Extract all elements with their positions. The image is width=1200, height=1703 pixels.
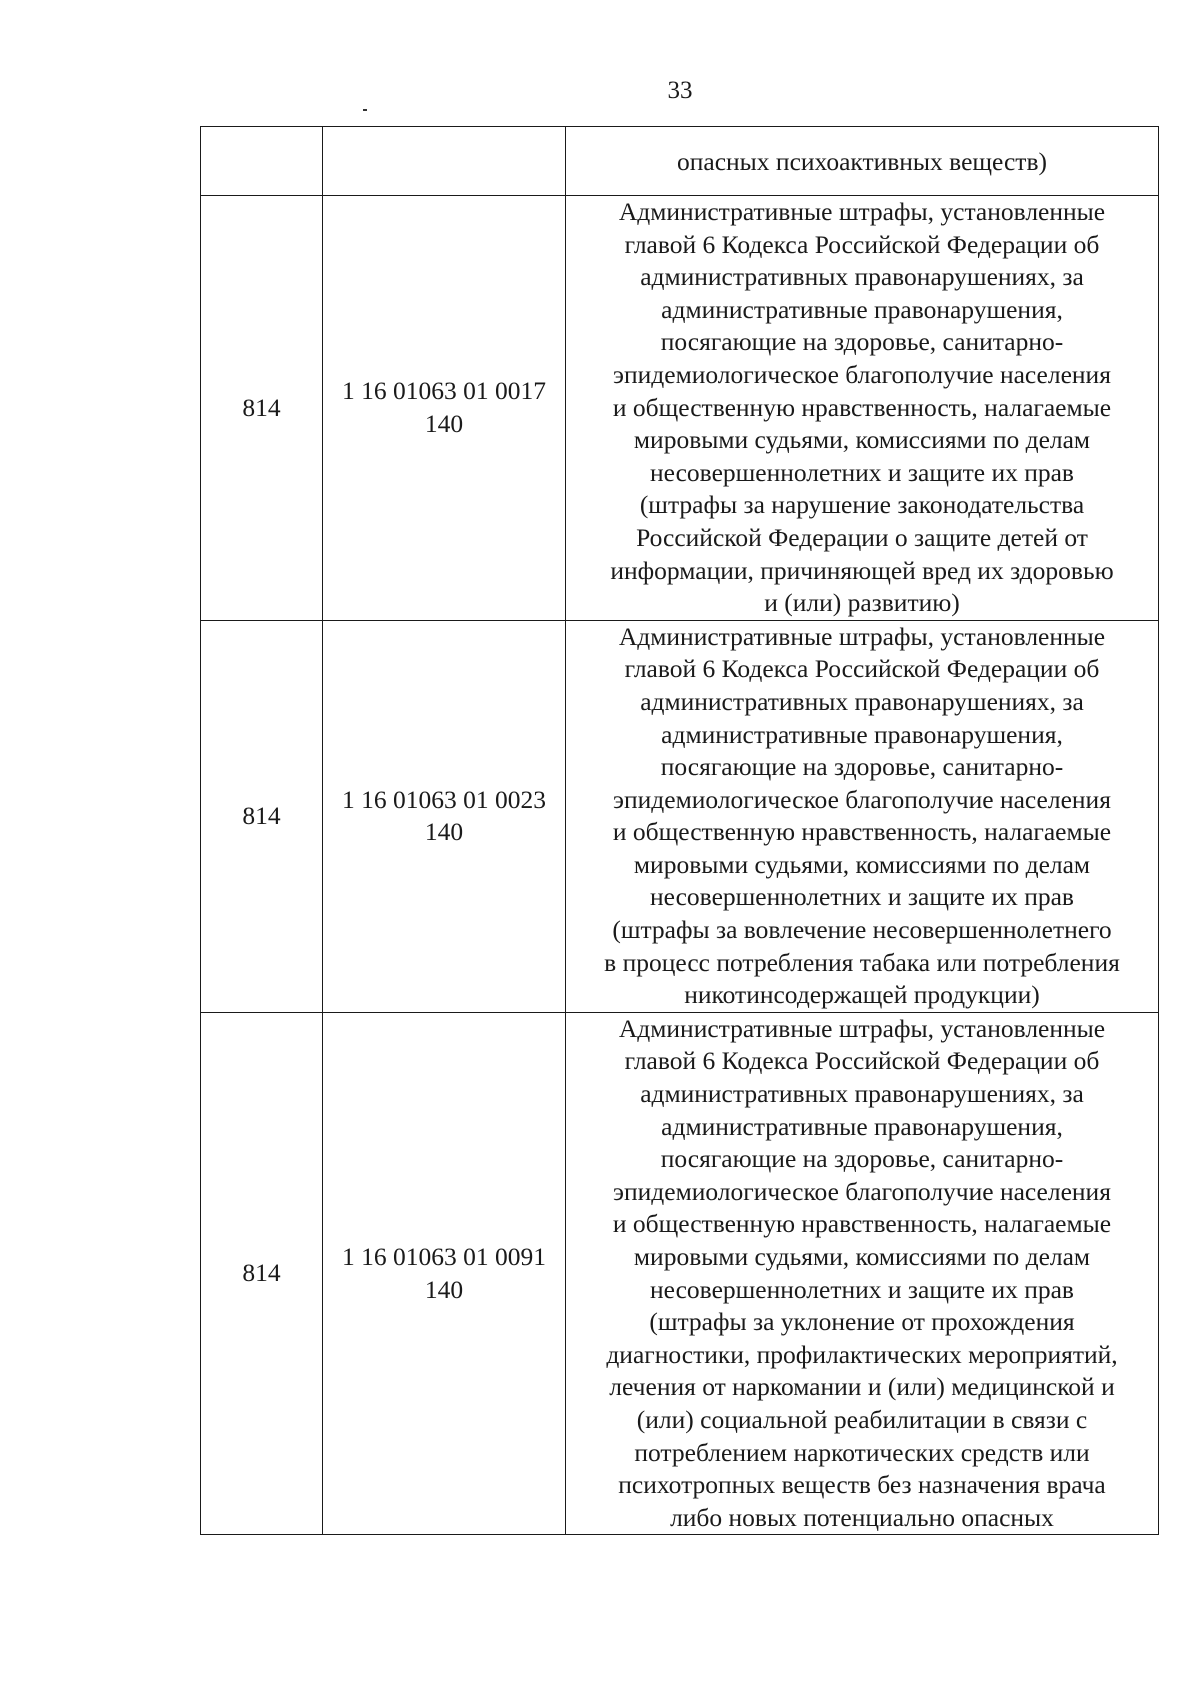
- admin-code: 814: [242, 392, 281, 422]
- description-line: информации, причиняющей вред их здоровью: [610, 555, 1114, 585]
- budget-code-cell: [323, 127, 566, 196]
- admin-code-cell: [201, 620, 323, 1012]
- description-line: и общественную нравственность, налагаемые: [612, 817, 1112, 847]
- table-row: [201, 620, 1159, 1012]
- description-line: главой 6 Кодекса Российской Федерации об: [624, 654, 1100, 684]
- budget-code-line2: 140: [424, 408, 464, 438]
- description-line: несовершеннолетних и защите их прав: [650, 1274, 1074, 1304]
- description-line: потреблением наркотических средств или: [634, 1437, 1090, 1467]
- admin-code-cell: [201, 127, 323, 196]
- description-line: никотинсодержащей продукции): [684, 980, 1040, 1010]
- description-cell: [566, 127, 1159, 196]
- description-line: Административные штрафы, установленные: [618, 197, 1106, 226]
- scan-artifact-mark: [363, 109, 367, 111]
- description-line: несовершеннолетних и защите их прав: [650, 882, 1074, 912]
- description-line: эпидемиологическое благополучие населения: [613, 1176, 1111, 1206]
- table-row: [201, 1012, 1159, 1535]
- description-line: административные правонарушения,: [661, 719, 1063, 749]
- description-line: и общественную нравственность, налагаемые: [612, 1209, 1112, 1239]
- budget-code-line2: 140: [424, 1274, 464, 1304]
- description-line: административные правонарушения,: [661, 1111, 1063, 1141]
- description-line: главой 6 Кодекса Российской Федерации об: [624, 229, 1100, 259]
- description-line: эпидемиологическое благополучие населения: [613, 784, 1111, 814]
- description-line: Административные штрафы, установленные: [618, 1013, 1106, 1043]
- description-line: (или) социальной реабилитации в связи с: [636, 1404, 1088, 1434]
- description-line: лечения от наркомании и (или) медицинской и: [609, 1372, 1115, 1402]
- description-line: Российской Федерации о защите детей от: [636, 522, 1088, 552]
- description-cell: [566, 1012, 1159, 1535]
- description-line: либо новых потенциально опасных: [670, 1502, 1054, 1532]
- description-line: административные правонарушения,: [661, 294, 1063, 324]
- budget-code-line1: 1 16 01063 01 0091: [342, 1242, 546, 1271]
- budget-codes-table: [200, 126, 1159, 1535]
- description-cell: [566, 196, 1159, 621]
- budget-code-cell: [323, 196, 566, 621]
- budget-code-line2: 140: [424, 817, 464, 847]
- description-line: психотропных веществ без назначения врача: [618, 1470, 1106, 1500]
- description-line: мировыми судьями, комиссиями по делам: [633, 1242, 1091, 1271]
- description-line: (штрафы за вовлечение несовершеннолетнего: [612, 915, 1112, 945]
- description-line: мировыми судьями, комиссиями по делам: [633, 849, 1091, 879]
- description-line: несовершеннолетних и защите их прав: [650, 457, 1074, 487]
- description-line: эпидемиологическое благополучие населения: [613, 359, 1111, 389]
- table-row: [201, 127, 1159, 196]
- description-line: (штрафы за нарушение законодательства: [639, 490, 1085, 520]
- description-line: диагностики, профилактических мероприятий,: [606, 1339, 1118, 1369]
- description-line: посягающие на здоровье, санитарно-: [660, 752, 1064, 782]
- admin-code: 814: [242, 1258, 281, 1288]
- admin-code: 814: [242, 800, 281, 830]
- description-line: административных правонарушениях, за: [640, 686, 1084, 716]
- page-number: 33: [667, 77, 693, 104]
- budget-code-line1: 1 16 01063 01 0017: [342, 376, 546, 406]
- table-row: [201, 196, 1159, 621]
- description-line: Административные штрафы, установленные: [618, 621, 1106, 651]
- description-line: в процесс потребления табака или потребления: [604, 947, 1120, 977]
- description-line: и (или) развитию): [764, 588, 960, 618]
- description-cell: [566, 620, 1159, 1012]
- description-line: административных правонарушениях, за: [640, 1079, 1084, 1109]
- admin-code-cell: [201, 1012, 323, 1535]
- description-line: посягающие на здоровье, санитарно-: [660, 327, 1064, 357]
- description-line: опасных психоактивных веществ): [677, 146, 1047, 176]
- description-line: мировыми судьями, комиссиями по делам: [633, 425, 1091, 455]
- budget-code-cell: [323, 1012, 566, 1535]
- description-line: (штрафы за уклонение от прохождения: [649, 1307, 1075, 1337]
- admin-code-cell: [201, 196, 323, 621]
- budget-code-line1: 1 16 01063 01 0023: [342, 784, 546, 814]
- description-line: посягающие на здоровье, санитарно-: [660, 1144, 1064, 1174]
- description-line: административных правонарушениях, за: [640, 262, 1084, 292]
- budget-code-cell: [323, 620, 566, 1012]
- description-line: и общественную нравственность, налагаемые: [612, 392, 1112, 422]
- description-line: главой 6 Кодекса Российской Федерации об: [624, 1046, 1100, 1076]
